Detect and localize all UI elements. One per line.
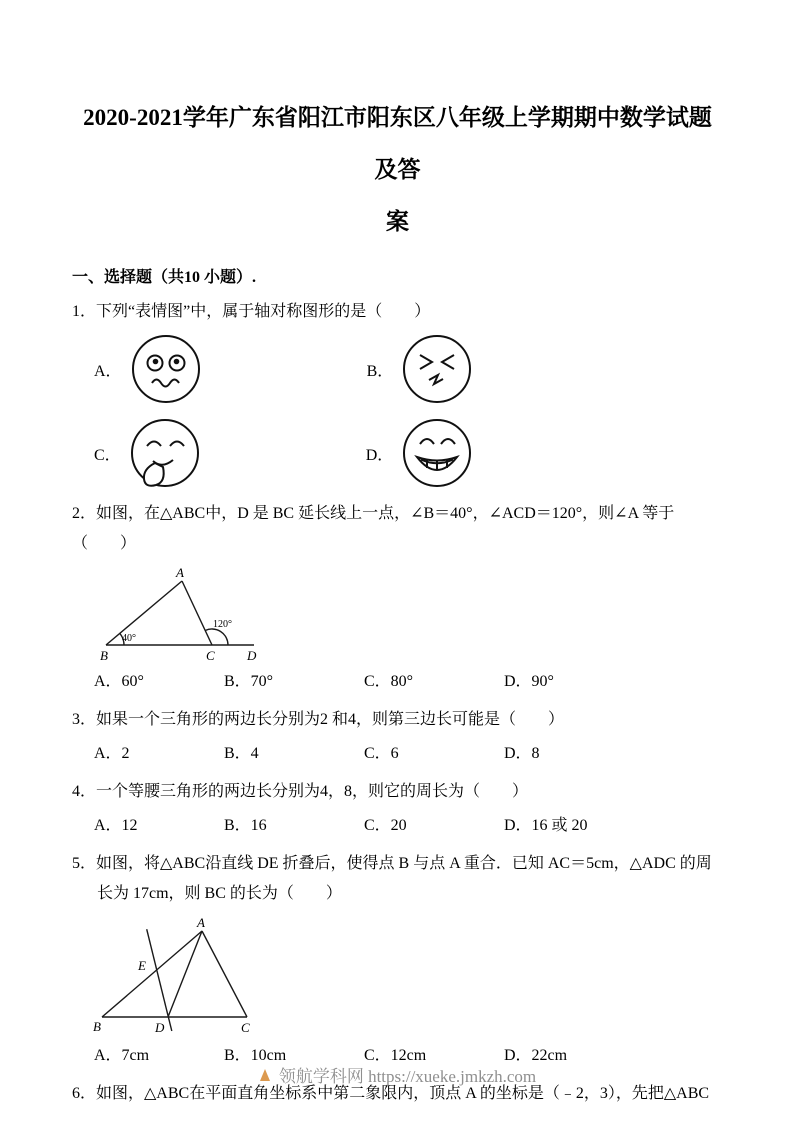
question-5 [72,849,723,1069]
angle-b-label: 40° [122,633,136,644]
question-3 [72,705,723,767]
q2-option-b: B．70° [224,673,274,690]
point-label-d: D [247,648,257,663]
q5-option-b: B．10cm [224,1047,287,1064]
q2-option-c: C．80° [364,673,414,690]
option-b-face [367,333,474,405]
question-2-text: 2．如图，在△ABC中，D 是 BC 延长线上一点，∠B＝40°，∠ACD＝120°，则∠A 等于（ ） [72,505,675,552]
q2-option-d: D．90° [504,673,554,690]
option-label-c: C． [94,446,121,464]
question-5-text: 5．如图，将△ABC沿直线 DE 折叠后，使得点 B 与点 A 重合．已知 AC＝5cm，△ADC 的周长为 17cm，则 BC 的长为（ ） [72,855,712,902]
grinning-teeth-face-image [401,417,473,489]
question-4-text: 4．一个等腰三角形的两边长分别为4，8，则它的周长为（ ） [72,783,529,800]
question-2-figure [92,565,327,663]
q5-option-a: A．7cm [94,1047,150,1064]
q3-option-a: A．2 [94,745,130,762]
question-4 [72,777,723,839]
point-label-d: D [155,1020,165,1035]
question-4-options [72,813,723,839]
angle-acd-label: 120° [213,619,232,630]
point-label-e: E [138,958,146,973]
q4-option-b: B．16 [224,817,267,834]
q3-option-c: C．6 [364,745,399,762]
option-d-face [366,417,474,489]
point-label-a: A [197,915,205,930]
question-2 [72,499,723,695]
point-label-c: C [241,1020,250,1035]
point-label-b: B [100,648,108,663]
question-1-text: 1．下列“表情图”中，属于轴对称图形的是（ ） [72,303,431,320]
dizzy-face-image [130,333,202,405]
footer-watermark [0,1062,793,1087]
question-2-options [72,669,723,695]
q5-option-c: C．12cm [364,1047,427,1064]
face-row-2 [72,417,723,489]
option-a-face [94,333,202,405]
question-3-options [72,741,723,767]
q3-option-b: B．4 [224,745,259,762]
question-6-text: 6．如图，△ABC在平面直角坐标系中第二象限内，顶点 A 的坐标是（﹣2，3），先把△ABC [72,1085,710,1102]
footer-text: 领航学科网 https://xueke.jmkzh.com [278,1067,537,1086]
q4-option-d: D．16 或 20 [504,817,588,834]
option-label-b: B． [366,362,394,380]
title-line-2: 案 [386,209,409,234]
option-c-face [94,417,201,489]
point-label-c: C [206,648,215,663]
tongue-out-face-image [129,417,201,489]
question-1 [72,297,723,489]
face-row-1 [72,333,723,405]
question-3-text: 3．如果一个三角形的两边长分别为2 和4，则第三边长可能是（ ） [72,711,565,728]
option-label-d: D． [365,446,394,464]
q4-option-a: A．12 [94,817,138,834]
squeezed-eyes-face-image [401,333,473,405]
point-label-a: A [176,565,184,580]
q4-option-c: C．20 [364,817,407,834]
q2-option-a: A．60° [94,673,144,690]
page-title [72,92,723,248]
title-line-1: 2020-2021学年广东省阳江市阳东区八年级上学期期中数学试题及答 [83,105,712,182]
q3-option-d: D．8 [504,745,540,762]
section-heading: 一、选择题（共10 小题）. [72,269,257,286]
option-label-a: A． [94,362,122,380]
q5-option-d: D．22cm [504,1047,568,1064]
question-5-figure [92,915,292,1037]
site-logo-icon [257,1067,273,1083]
point-label-b: B [93,1019,101,1034]
